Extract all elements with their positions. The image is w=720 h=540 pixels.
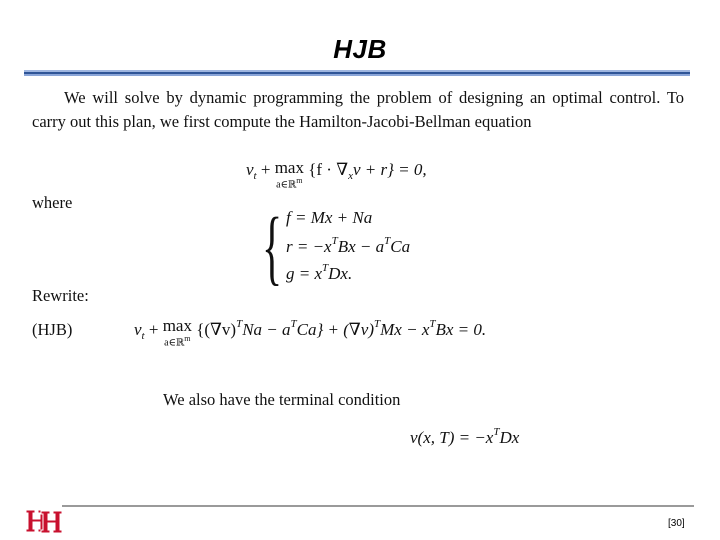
- rw-p5: Mx − x: [380, 320, 430, 339]
- rw-plus: +: [144, 320, 163, 339]
- rw-p2: {(∇v): [196, 320, 237, 339]
- where-label: where: [32, 193, 73, 212]
- rw-max-under: a∈ℝ: [164, 337, 185, 349]
- system-f-text: f = Mx + Na: [286, 208, 373, 227]
- system-r-b: Bx − a: [337, 237, 385, 256]
- rw-max-under-sup: m: [184, 334, 191, 343]
- eq-plus: +: [256, 160, 275, 179]
- rewrite-label: Rewrite:: [32, 286, 89, 305]
- rw-p6: Bx = 0.: [435, 320, 487, 339]
- title-divider: [24, 70, 690, 76]
- page-number: [30]: [668, 518, 685, 529]
- rw-sup3: T: [374, 318, 381, 330]
- eq-lhs-sub: t: [253, 170, 257, 182]
- system-r-c: Ca: [390, 237, 411, 256]
- system-g: [286, 262, 352, 284]
- rw-sup2: T: [290, 318, 297, 330]
- footer-divider: [62, 505, 694, 507]
- system-g-a: g = x: [286, 264, 323, 283]
- eq-body-sub: x: [348, 170, 353, 182]
- system-r-a: r = −x: [286, 237, 332, 256]
- left-brace: {: [262, 201, 283, 294]
- rw-p4: Ca} + (∇v): [296, 320, 375, 339]
- system-r-sup2: T: [384, 235, 391, 247]
- terminal-condition: [410, 426, 519, 448]
- rw-p3: Na − a: [242, 320, 291, 339]
- system-r-sup1: T: [331, 235, 338, 247]
- rw-max-text: max: [162, 316, 192, 335]
- term-lhs: v(x, T) = −x: [410, 428, 494, 447]
- university-logo-icon: [24, 506, 66, 536]
- slide-title: HJB: [333, 34, 387, 64]
- rw-lhs: v: [134, 320, 142, 339]
- max-operator: [275, 160, 304, 190]
- max-op-under-sup: m: [296, 176, 303, 185]
- intro-text: We will solve by dynamic programming the problem of designing an optimal control. To carry out this plan, we first compute the Hamilton-Jacobi-Bellman equation: [32, 88, 684, 131]
- terminal-intro: We also have the terminal condition: [163, 390, 401, 409]
- system-r: [286, 235, 410, 257]
- rw-max-operator: [163, 318, 192, 348]
- system-g-b: Dx.: [328, 264, 353, 283]
- eq-lhs: v: [246, 160, 254, 179]
- system-g-sup: T: [322, 262, 329, 274]
- max-op-text: max: [274, 158, 304, 177]
- hjb-rewrite-equation: [134, 318, 486, 348]
- term-sup: T: [493, 426, 500, 438]
- term-rhs: Dx: [499, 428, 520, 447]
- eq-body: {f · ∇: [308, 160, 349, 179]
- intro-paragraph: [32, 86, 684, 134]
- rw-sup4: T: [429, 318, 436, 330]
- max-op-under: a∈ℝ: [276, 179, 297, 191]
- hjb-equation: [246, 160, 427, 190]
- hjb-label: (HJB): [32, 320, 73, 339]
- eq-body-rest: v + r} = 0,: [352, 160, 427, 179]
- system-f: [286, 208, 372, 228]
- rw-sup1: T: [236, 318, 243, 330]
- rw-lhs-sub: t: [141, 330, 145, 342]
